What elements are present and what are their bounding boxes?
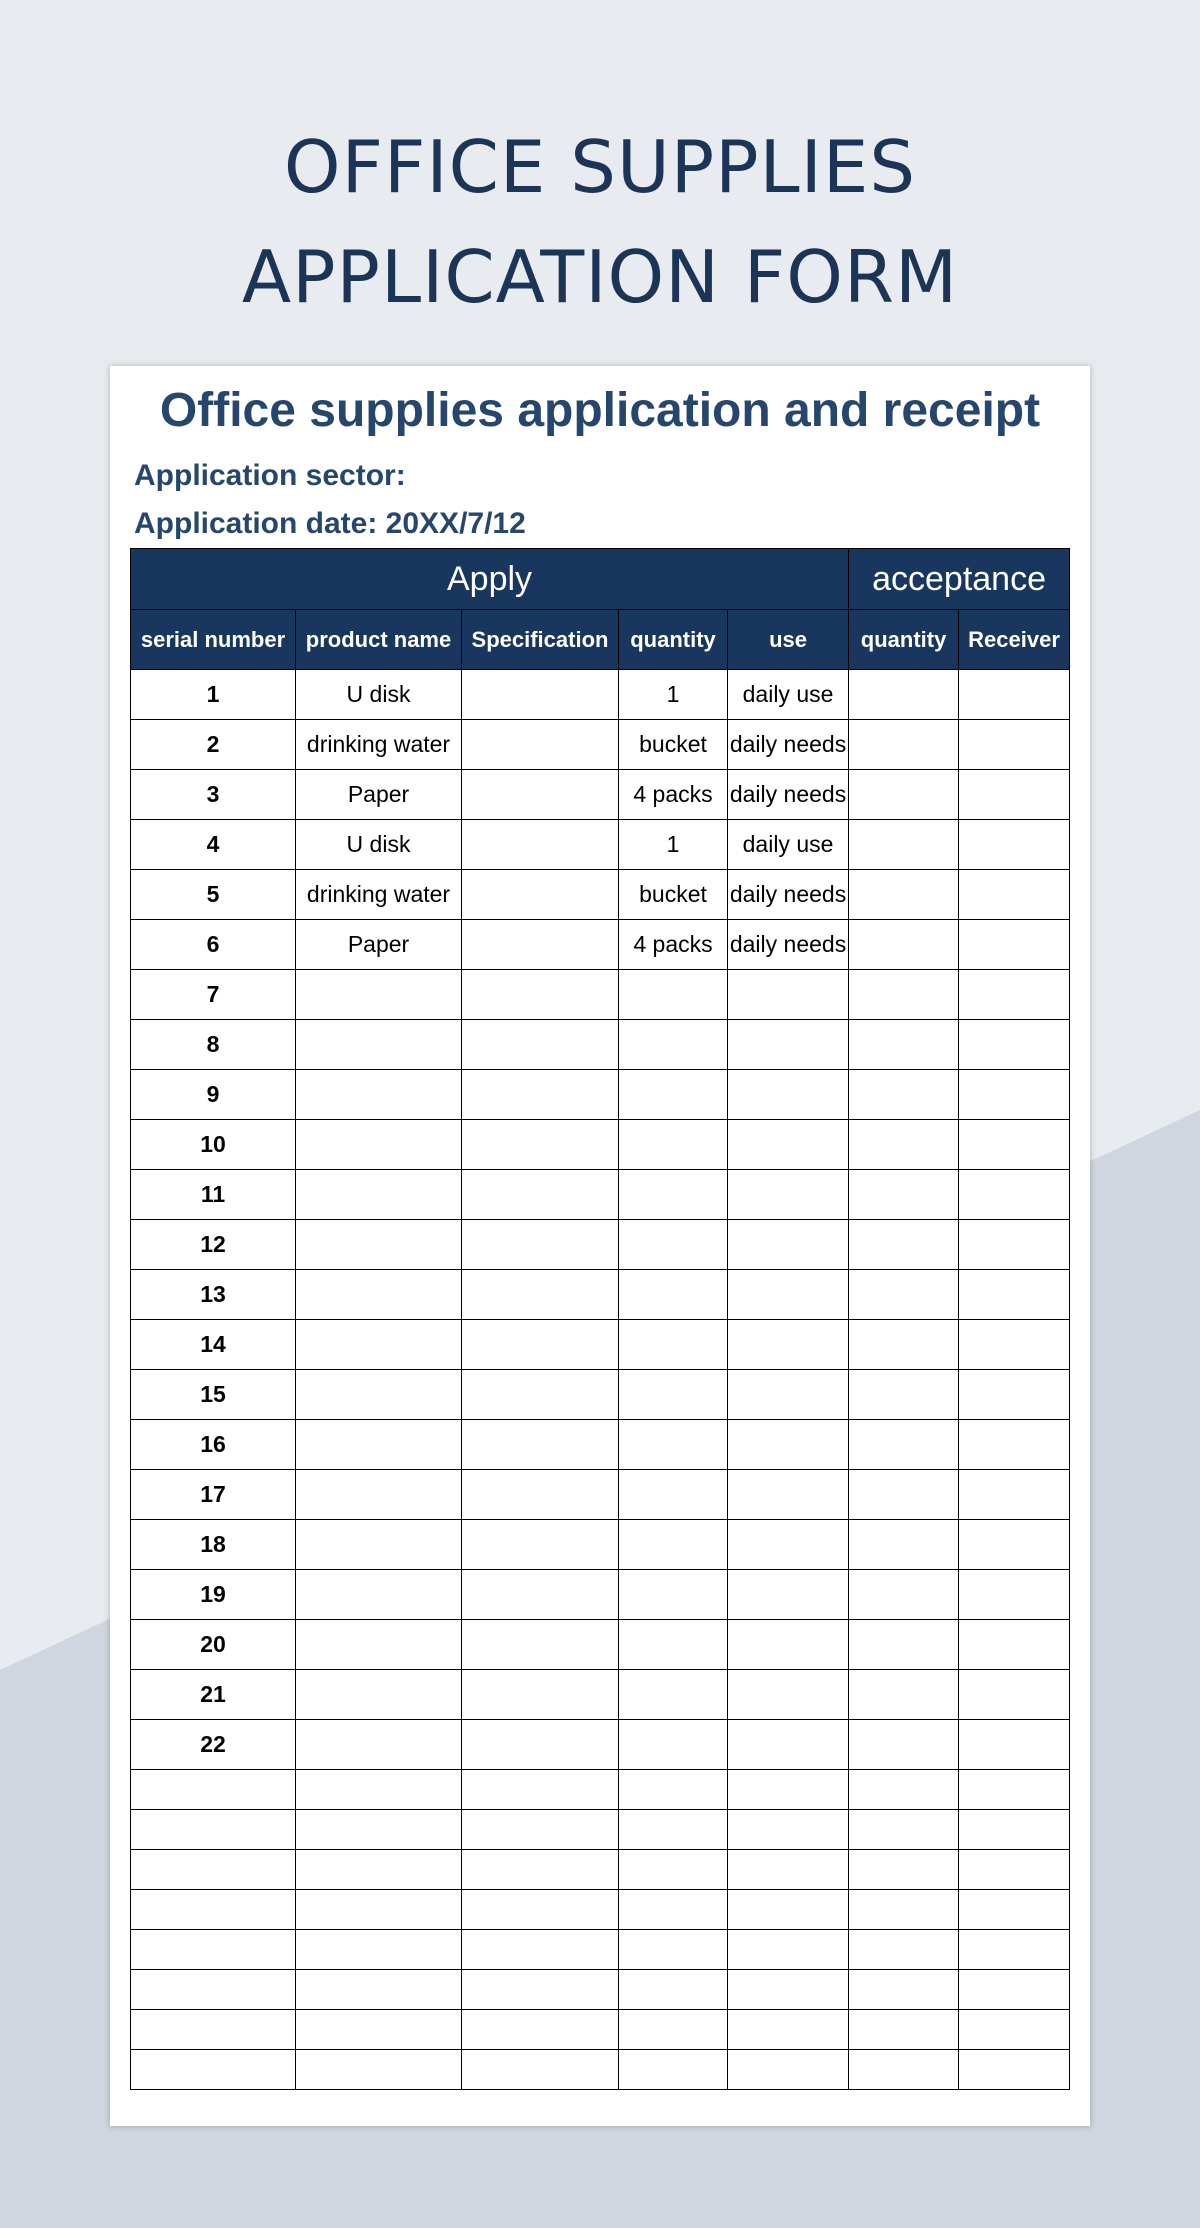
column-header: use	[728, 610, 849, 670]
table-cell	[959, 2050, 1070, 2090]
table-cell	[959, 1070, 1070, 1120]
table-cell	[849, 770, 959, 820]
table-cell	[849, 1970, 959, 2010]
table-cell	[728, 1670, 849, 1720]
table-row	[131, 1320, 1070, 1370]
table-cell	[959, 1220, 1070, 1270]
table-cell: 11	[131, 1170, 296, 1220]
table-row	[131, 2050, 1070, 2090]
table-cell	[849, 1570, 959, 1620]
table-cell: 22	[131, 1720, 296, 1770]
table-cell: 18	[131, 1520, 296, 1570]
table-cell	[959, 1770, 1070, 1810]
table-cell	[462, 1020, 619, 1070]
table-cell: 7	[131, 970, 296, 1020]
table-cell	[959, 1370, 1070, 1420]
table-row	[131, 1020, 1070, 1070]
table-cell	[462, 770, 619, 820]
table-cell	[296, 1370, 462, 1420]
column-header: serial number	[131, 610, 296, 670]
table-cell	[959, 1520, 1070, 1570]
table-cell	[619, 1270, 728, 1320]
application-date-label: Application date: 20XX/7/12	[134, 507, 526, 540]
table-cell	[959, 1720, 1070, 1770]
table-cell	[849, 1620, 959, 1670]
table-cell	[619, 1890, 728, 1930]
application-sector-label: Application sector:	[134, 459, 406, 492]
table-cell	[728, 1170, 849, 1220]
table-cell: 10	[131, 1120, 296, 1170]
table-cell: 17	[131, 1470, 296, 1520]
table-row	[131, 920, 1070, 970]
table-cell	[462, 1270, 619, 1320]
table-cell	[959, 1270, 1070, 1320]
table-cell	[462, 1420, 619, 1470]
table-row	[131, 1220, 1070, 1270]
table-cell	[849, 1170, 959, 1220]
table-cell	[462, 1970, 619, 2010]
table-cell: 1	[619, 820, 728, 870]
table-row	[131, 1970, 1070, 2010]
table-cell: U disk	[296, 670, 462, 720]
table-cell	[728, 1070, 849, 1120]
table-cell	[462, 1320, 619, 1370]
table-cell	[296, 1620, 462, 1670]
table-cell	[619, 970, 728, 1020]
table-cell	[462, 1620, 619, 1670]
table-cell	[619, 2010, 728, 2050]
table-cell	[619, 1370, 728, 1420]
table-cell	[728, 2010, 849, 2050]
table-cell	[728, 1470, 849, 1520]
table-cell: 20	[131, 1620, 296, 1670]
page-title-line-2: APPLICATION FORM	[241, 235, 959, 319]
table-cell	[849, 920, 959, 970]
table-cell	[728, 1970, 849, 2010]
table-cell: drinking water	[296, 870, 462, 920]
table-cell	[849, 1070, 959, 1120]
table-cell	[619, 1120, 728, 1170]
table-row	[131, 1620, 1070, 1670]
table-cell	[296, 1320, 462, 1370]
table-cell	[849, 1770, 959, 1810]
table-cell	[296, 1420, 462, 1470]
table-cell	[849, 970, 959, 1020]
table-row	[131, 1370, 1070, 1420]
table-cell	[728, 1570, 849, 1620]
table-cell	[959, 670, 1070, 720]
table-cell	[849, 720, 959, 770]
table-cell	[619, 1850, 728, 1890]
table-cell: 1	[131, 670, 296, 720]
table-cell	[728, 1520, 849, 1570]
table-cell	[131, 2010, 296, 2050]
table-cell	[849, 1670, 959, 1720]
table-cell	[462, 1570, 619, 1620]
table-cell: bucket	[619, 720, 728, 770]
table-cell	[959, 1120, 1070, 1170]
table-cell	[619, 1470, 728, 1520]
table-cell: 21	[131, 1670, 296, 1720]
page-title	[0, 112, 1200, 332]
table-cell	[462, 670, 619, 720]
table-cell	[462, 1670, 619, 1720]
table-cell	[296, 1470, 462, 1520]
table-cell	[728, 2050, 849, 2090]
table-cell	[296, 1520, 462, 1570]
table-cell	[728, 1320, 849, 1370]
table-cell	[959, 770, 1070, 820]
page-title-line-1: OFFICE SUPPLIES	[283, 125, 917, 209]
table-row	[131, 1930, 1070, 1970]
table-cell: 9	[131, 1070, 296, 1120]
table-cell	[619, 1930, 728, 1970]
table-cell: 4 packs	[619, 920, 728, 970]
table-cell	[849, 1930, 959, 1970]
table-cell	[131, 1890, 296, 1930]
table-cell: Paper	[296, 920, 462, 970]
table-row	[131, 1670, 1070, 1720]
form-sheet	[110, 366, 1090, 2126]
table-cell	[959, 1850, 1070, 1890]
table-cell	[849, 1370, 959, 1420]
table-cell	[728, 1020, 849, 1070]
table-cell	[462, 1220, 619, 1270]
table-cell: 2	[131, 720, 296, 770]
table-cell	[619, 1970, 728, 2010]
table-cell	[728, 1890, 849, 1930]
table-cell	[296, 1890, 462, 1930]
table-cell	[462, 1520, 619, 1570]
table-cell	[849, 1020, 959, 1070]
table-cell	[462, 1370, 619, 1420]
table-cell: 4 packs	[619, 770, 728, 820]
table-cell	[131, 2050, 296, 2090]
table-cell	[296, 1070, 462, 1120]
table-cell	[959, 1930, 1070, 1970]
table-cell	[728, 1810, 849, 1850]
table-cell	[462, 1930, 619, 1970]
table-cell	[849, 1120, 959, 1170]
table-row	[131, 970, 1070, 1020]
table-cell	[959, 870, 1070, 920]
table-cell	[959, 1020, 1070, 1070]
table-cell	[619, 1420, 728, 1470]
table-row	[131, 1070, 1070, 1120]
table-row	[131, 1770, 1070, 1810]
table-row	[131, 1120, 1070, 1170]
table-cell	[849, 1890, 959, 1930]
table-cell	[462, 1890, 619, 1930]
table-cell	[296, 1020, 462, 1070]
table-cell	[131, 1850, 296, 1890]
table-cell	[959, 1420, 1070, 1470]
table-cell	[462, 870, 619, 920]
table-cell	[462, 920, 619, 970]
table-cell: 4	[131, 820, 296, 870]
table-row	[131, 1470, 1070, 1520]
table-cell	[728, 1620, 849, 1670]
table-cell: 3	[131, 770, 296, 820]
table-cell	[619, 1570, 728, 1620]
column-header-row	[131, 610, 1070, 670]
table-cell	[728, 970, 849, 1020]
table-cell	[462, 1770, 619, 1810]
column-header: quantity	[619, 610, 728, 670]
table-cell	[619, 1320, 728, 1370]
table-cell	[619, 1020, 728, 1070]
table-cell	[296, 1930, 462, 1970]
table-cell	[849, 1520, 959, 1570]
table-cell	[728, 1770, 849, 1810]
table-cell	[296, 1270, 462, 1320]
table-cell	[296, 970, 462, 1020]
table-cell	[959, 920, 1070, 970]
table-body	[131, 670, 1070, 2090]
table-row	[131, 670, 1070, 720]
column-header: product name	[296, 610, 462, 670]
table-row	[131, 720, 1070, 770]
table-cell	[462, 720, 619, 770]
table-cell	[959, 1570, 1070, 1620]
table-cell	[728, 1270, 849, 1320]
column-header: quantity	[849, 610, 959, 670]
table-cell: 14	[131, 1320, 296, 1370]
table-cell	[296, 1810, 462, 1850]
table-cell	[462, 1720, 619, 1770]
table-cell	[849, 670, 959, 720]
table-cell: 1	[619, 670, 728, 720]
table-cell	[619, 1670, 728, 1720]
table-cell	[959, 1810, 1070, 1850]
table-cell: daily use	[728, 670, 849, 720]
table-cell	[296, 1850, 462, 1890]
table-row	[131, 1570, 1070, 1620]
table-cell	[849, 1470, 959, 1520]
table-cell	[296, 1970, 462, 2010]
table-cell	[619, 1620, 728, 1670]
table-cell	[959, 970, 1070, 1020]
table-cell: Paper	[296, 770, 462, 820]
table-cell	[728, 1370, 849, 1420]
table-row	[131, 1170, 1070, 1220]
table-cell	[619, 1520, 728, 1570]
table-cell	[131, 1770, 296, 1810]
table-cell	[959, 720, 1070, 770]
table-cell	[131, 1970, 296, 2010]
table-cell	[131, 1810, 296, 1850]
supplies-table	[130, 548, 1070, 2090]
table-cell	[462, 2010, 619, 2050]
table-cell	[619, 1720, 728, 1770]
table-cell	[849, 1220, 959, 1270]
table-cell	[619, 1220, 728, 1270]
table-cell	[296, 1170, 462, 1220]
table-row	[131, 1720, 1070, 1770]
table-cell	[462, 1120, 619, 1170]
group-header-apply: Apply	[131, 549, 849, 610]
table-cell	[296, 1770, 462, 1810]
table-row	[131, 1850, 1070, 1890]
table-cell	[462, 1070, 619, 1120]
table-cell	[959, 1470, 1070, 1520]
table-cell: daily needs	[728, 870, 849, 920]
table-cell	[959, 820, 1070, 870]
table-cell	[619, 2050, 728, 2090]
table-cell	[296, 1720, 462, 1770]
table-cell	[462, 970, 619, 1020]
table-cell	[462, 1170, 619, 1220]
table-cell	[131, 1930, 296, 1970]
table-row	[131, 1810, 1070, 1850]
table-row	[131, 770, 1070, 820]
table-row	[131, 1520, 1070, 1570]
table-cell	[462, 1470, 619, 1520]
table-cell	[296, 1570, 462, 1620]
table-cell: 16	[131, 1420, 296, 1470]
table-cell	[728, 1220, 849, 1270]
table-row	[131, 1270, 1070, 1320]
table-cell	[728, 1420, 849, 1470]
table-cell	[959, 1670, 1070, 1720]
table-cell	[849, 1420, 959, 1470]
form-title: Office supplies application and receipt	[159, 384, 1041, 437]
table-row	[131, 870, 1070, 920]
table-cell	[296, 1670, 462, 1720]
group-header-row	[131, 549, 1070, 610]
table-cell: daily needs	[728, 720, 849, 770]
table-cell	[849, 1320, 959, 1370]
table-row	[131, 820, 1070, 870]
table-cell	[728, 1120, 849, 1170]
table-cell	[849, 1270, 959, 1320]
table-cell: daily use	[728, 820, 849, 870]
table-cell	[849, 1850, 959, 1890]
table-cell	[959, 1620, 1070, 1670]
table-row	[131, 1890, 1070, 1930]
table-cell: 15	[131, 1370, 296, 1420]
table-cell	[849, 1810, 959, 1850]
table-cell: 13	[131, 1270, 296, 1320]
table-cell	[619, 1810, 728, 1850]
table-cell	[728, 1850, 849, 1890]
table-cell	[849, 1720, 959, 1770]
table-cell	[849, 870, 959, 920]
table-cell	[728, 1720, 849, 1770]
table-cell	[619, 1170, 728, 1220]
table-cell: 5	[131, 870, 296, 920]
table-cell	[849, 2010, 959, 2050]
table-cell	[462, 2050, 619, 2090]
table-cell: daily needs	[728, 770, 849, 820]
table-cell	[959, 1320, 1070, 1370]
table-cell	[296, 2010, 462, 2050]
table-cell	[296, 1220, 462, 1270]
table-cell	[619, 1070, 728, 1120]
table-cell	[959, 1890, 1070, 1930]
table-cell: drinking water	[296, 720, 462, 770]
table-cell	[619, 1770, 728, 1810]
table-cell	[462, 1850, 619, 1890]
table-cell	[849, 2050, 959, 2090]
table-cell	[959, 1170, 1070, 1220]
table-cell: U disk	[296, 820, 462, 870]
table-cell	[296, 2050, 462, 2090]
table-cell	[959, 1970, 1070, 2010]
table-cell	[462, 1810, 619, 1850]
table-cell	[462, 820, 619, 870]
table-cell: 12	[131, 1220, 296, 1270]
table-cell: 19	[131, 1570, 296, 1620]
group-header-acceptance: acceptance	[849, 549, 1070, 610]
table-cell	[728, 1930, 849, 1970]
table-cell: 8	[131, 1020, 296, 1070]
table-cell	[849, 820, 959, 870]
table-cell: daily needs	[728, 920, 849, 970]
table-cell: 6	[131, 920, 296, 970]
column-header: Specification	[462, 610, 619, 670]
table-row	[131, 1420, 1070, 1470]
table-row	[131, 2010, 1070, 2050]
column-header: Receiver	[959, 610, 1070, 670]
table-cell	[296, 1120, 462, 1170]
table-cell	[959, 2010, 1070, 2050]
table-cell: bucket	[619, 870, 728, 920]
